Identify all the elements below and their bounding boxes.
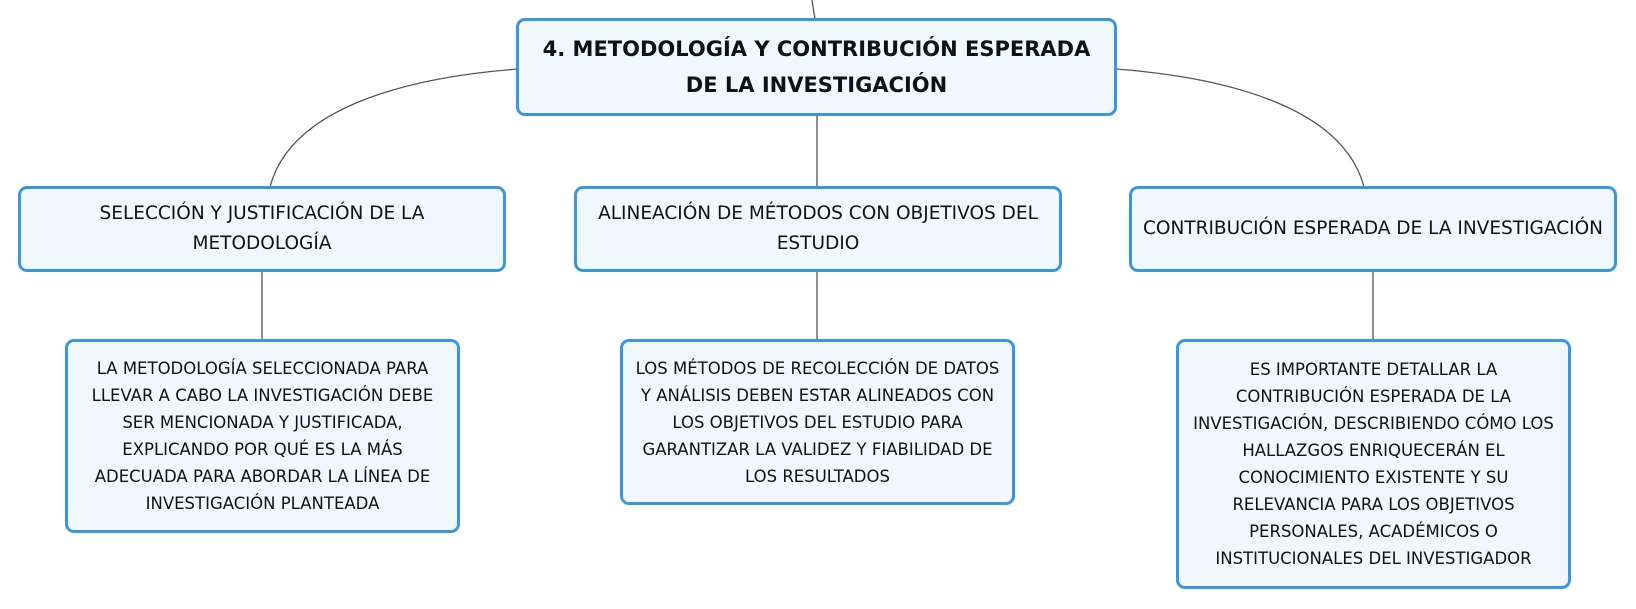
connector-root-branch-1	[270, 69, 518, 187]
connector-parent-root	[812, 0, 815, 19]
root-topic-node[interactable]	[516, 18, 1117, 116]
detail-node-methods-alignment[interactable]	[620, 339, 1015, 505]
branch-title: CONTRIBUCIÓN ESPERADA DE LA INVESTIGACIÓN	[1143, 218, 1603, 239]
branch-node-methods-alignment[interactable]	[574, 186, 1062, 272]
branch-node-expected-contribution[interactable]	[1129, 186, 1617, 272]
root-topic-title: 4. METODOLOGÍA Y CONTRIBUCIÓN ESPERADA DE LA INVESTIGACIÓN	[542, 37, 1091, 97]
detail-text: LOS MÉTODOS DE RECOLECCIÓN DE DATOS Y ANÁLISIS DEBEN ESTAR ALINEADOS CON LOS OBJETIVOS DEL ESTUDIO PARA GARANTIZAR LA VALIDEZ Y FIABILIDAD DE LOS RESULTADOS	[635, 358, 1000, 486]
connector-root-branch-3	[1116, 69, 1364, 187]
branch-title: SELECCIÓN Y JUSTIFICACIÓN DE LA METODOLOGÍA	[99, 203, 425, 254]
detail-text: LA METODOLOGÍA SELECCIONADA PARA LLEVAR A CABO LA INVESTIGACIÓN DEBE SER MENCIONADA Y JUSTIFICADA, EXPLICANDO POR QUÉ ES LA MÁS ADECUADA PARA ABORDAR LA LÍNEA DE INVESTIGACIÓN PLANTEADA	[91, 359, 434, 513]
detail-node-expected-contribution[interactable]	[1176, 339, 1571, 589]
branch-node-methodology-selection[interactable]	[18, 186, 506, 272]
detail-text: ES IMPORTANTE DETALLAR LA CONTRIBUCIÓN ESPERADA DE LA INVESTIGACIÓN, DESCRIBIENDO CÓMO LOS HALLAZGOS ENRIQUECERÁN EL CONOCIMIENTO EXISTENTE Y SU RELEVANCIA PARA LOS OBJETIVOS PERSONALES, ACADÉMICOS O INSTITUCIONALES DEL INVESTIGADOR	[1193, 360, 1554, 568]
branch-title: ALINEACIÓN DE MÉTODOS CON OBJETIVOS DEL ESTUDIO	[598, 203, 1038, 254]
detail-node-methodology-selection[interactable]	[65, 339, 460, 533]
